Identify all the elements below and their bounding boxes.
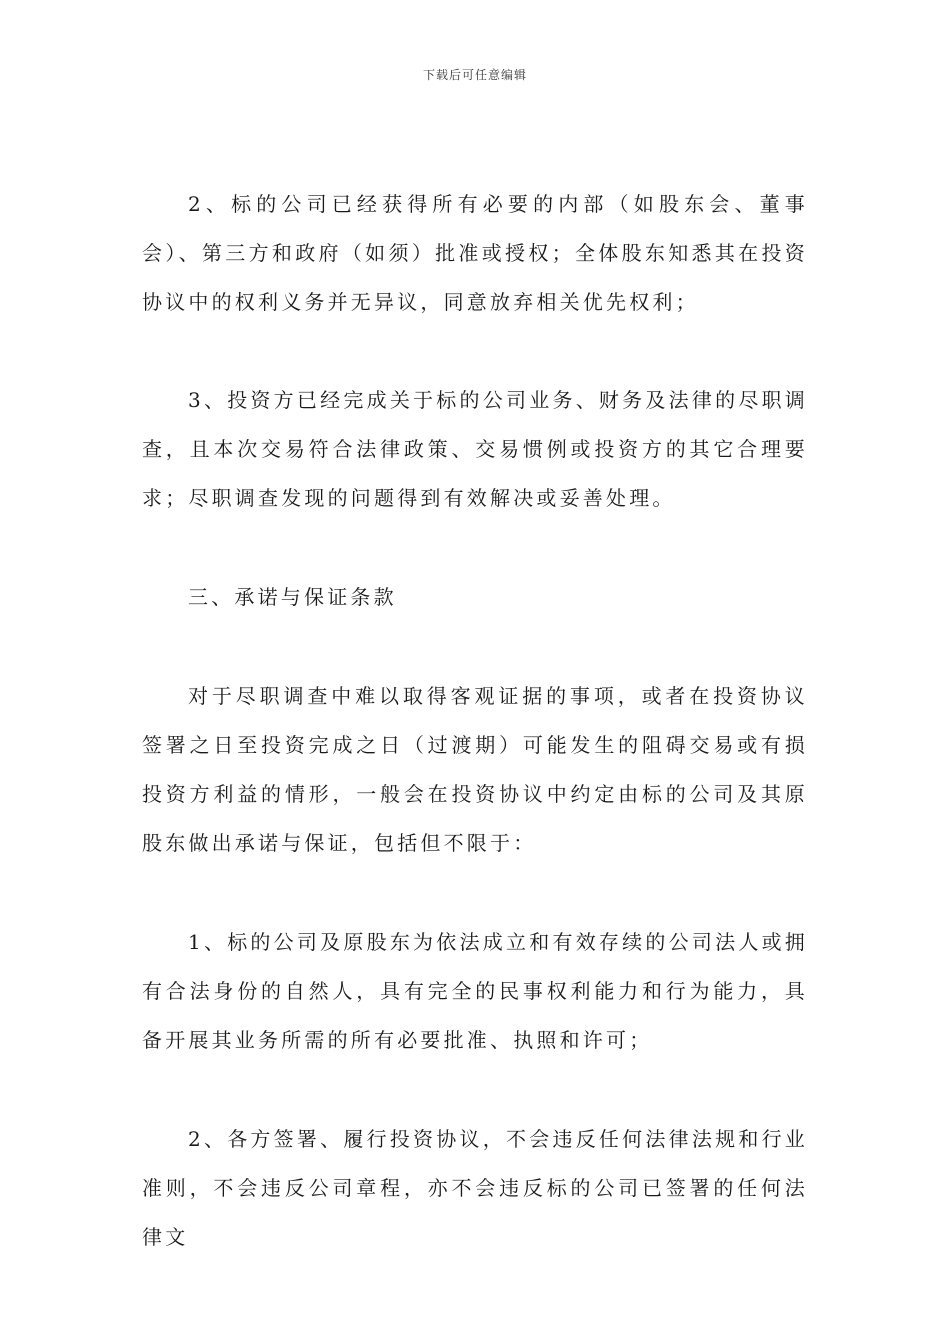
page-header: 下载后可任意编辑 [422,68,527,82]
paragraph-warranty-1: 1、标的公司及原股东为依法成立和有效存续的公司法人或拥有合法身份的自然人，具有完全的民事权利能力和行为能力，具备开展其业务所需的所有必要批准、执照和许可； [142,930,808,1052]
paragraph-warranty-2: 2、各方签署、履行投资协议，不会违反任何法律法规和行业准则，不会违反公司章程，亦不会违反标的公司已签署的任何法律文 [142,1127,808,1249]
section-heading-warranty: 三、承诺与保证条款 [188,585,397,609]
paragraph-condition-2: 2、标的公司已经获得所有必要的内部（如股东会、董事会）、第三方和政府（如须）批准或授权；全体股东知悉其在投资协议中的权利义务并无异议，同意放弃相关优先权利； [142,192,808,314]
document-body [142,180,808,1262]
paragraph-condition-3: 3、投资方已经完成关于标的公司业务、财务及法律的尽职调查，且本次交易符合法律政策、交易惯例或投资方的其它合理要求；尽职调查发现的问题得到有效解决或妥善处理。 [142,388,808,510]
paragraph-warranty-intro: 对于尽职调查中难以取得客观证据的事项，或者在投资协议签署之日至投资完成之日（过渡期）可能发生的阻碍交易或有损投资方利益的情形，一般会在投资协议中约定由标的公司及其原股东做出承诺与保证，包括但不限于： [142,684,808,855]
